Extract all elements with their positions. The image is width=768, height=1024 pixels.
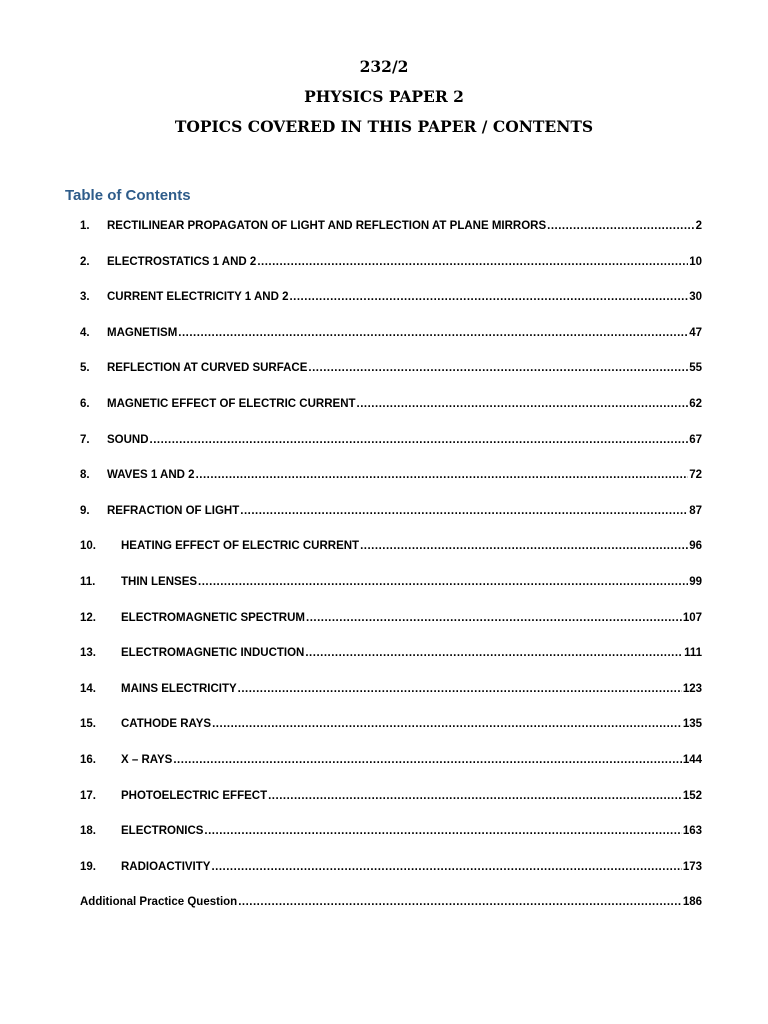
toc-entry-page[interactable]: 152 [682,789,702,802]
toc-entry-page[interactable]: 47 [689,326,702,339]
paper-subject: PHYSICS PAPER 2 [304,87,464,106]
toc-entry[interactable] [80,322,702,358]
toc-list [80,215,702,927]
toc-entry-page[interactable]: 99 [689,575,702,588]
toc-entry-leader [238,678,682,700]
toc-entry-number: 15. [80,718,96,731]
toc-entry-leader [357,393,689,415]
toc-entry-number: 8. [80,469,90,482]
toc-entry-title[interactable]: THIN LENSES [121,575,198,588]
toc-entry-title[interactable]: RECTILINEAR PROPAGATON OF LIGHT AND REFLECTION AT PLANE MIRRORS [107,220,547,232]
toc-entry-page[interactable]: 62 [689,397,702,410]
paper-code: 232/2 [359,57,409,76]
toc-entry-page[interactable]: 10 [689,255,702,268]
toc-entry-number: 5. [80,362,90,375]
toc-entry-page[interactable]: 123 [682,682,702,695]
toc-entry-leader [212,713,682,735]
toc-entry-page[interactable]: 30 [689,291,702,304]
toc-entry-leader [240,500,688,522]
toc-entry-leader [257,251,688,273]
toc-entry[interactable] [80,856,702,892]
toc-entry-leader [173,749,681,771]
toc-entry-page[interactable]: 163 [682,825,702,838]
toc-entry-title[interactable]: ELECTROMAGNETIC INDUCTION [121,647,305,660]
toc-entry-page[interactable]: 144 [682,753,702,766]
toc-entry-number: 17. [80,789,96,802]
toc-entry-title[interactable]: WAVES 1 AND 2 [107,469,195,482]
toc-entry-title[interactable]: MAINS ELECTRICITY [121,682,237,695]
toc-entry-page[interactable]: 96 [689,540,702,553]
toc-entry-leader [305,642,683,664]
toc-entry-leader [211,856,681,878]
toc-entry[interactable] [80,500,702,536]
toc-entry-title[interactable]: MAGNETIC EFFECT OF ELECTRIC CURRENT [107,397,356,410]
toc-entry-title[interactable]: HEATING EFFECT OF ELECTRIC CURRENT [121,540,360,553]
toc-entry[interactable] [80,678,702,714]
toc-entry[interactable] [80,251,702,287]
toc-entry-leader [178,322,688,344]
toc-entry[interactable] [80,357,702,393]
toc-entry-title[interactable]: PHOTOELECTRIC EFFECT [121,789,268,802]
toc-entry-page[interactable]: 186 [682,896,702,909]
toc-entry-page[interactable]: 55 [689,362,702,375]
toc-entry-number: 7. [80,433,90,446]
toc-entry-title[interactable]: REFLECTION AT CURVED SURFACE [107,362,308,375]
toc-entry-number: 12. [80,611,96,624]
toc-entry-title[interactable]: SOUND [107,433,149,446]
toc-entry-page[interactable]: 87 [689,504,702,517]
toc-entry[interactable] [80,571,702,607]
toc-entry-page[interactable]: 111 [684,647,702,660]
toc-entry-number: 1. [80,220,90,232]
toc-entry-number: 4. [80,326,90,339]
toc-entry-title[interactable]: ELECTRONICS [121,825,204,838]
toc-entry-title[interactable]: ELECTROMAGNETIC SPECTRUM [121,611,305,624]
toc-entry-number: 3. [80,291,90,304]
toc-entry[interactable] [80,749,702,785]
toc-entry-number: 10. [80,540,96,553]
toc-entry-page[interactable]: 67 [689,433,702,446]
toc-entry-page[interactable]: 72 [689,469,702,482]
toc-entry[interactable] [80,820,702,856]
toc-entry-number: 9. [80,504,90,517]
toc-entry-number: 11. [80,575,96,588]
toc-entry-page[interactable]: 173 [682,860,702,873]
toc-entry-leader [360,535,688,557]
toc-entry-title[interactable]: REFRACTION OF LIGHT [107,504,240,517]
toc-entry-leader [196,464,689,486]
toc-heading: Table of Contents [65,187,191,204]
toc-entry-number: 14. [80,682,96,695]
toc-entry-page[interactable]: 107 [682,611,702,624]
toc-entry[interactable] [80,393,702,429]
paper-subtitle: TOPICS COVERED IN THIS PAPER / CONTENTS [174,117,594,136]
toc-entry-leader [150,429,689,451]
toc-entry[interactable] [80,429,702,465]
toc-entry-number: 16. [80,753,96,766]
toc-entry[interactable] [80,464,702,500]
toc-entry[interactable] [80,642,702,678]
toc-entry-leader [198,571,688,593]
toc-entry-page[interactable]: 135 [682,718,702,731]
toc-entry-title[interactable]: CURRENT ELECTRICITY 1 AND 2 [107,291,289,304]
toc-entry-additional[interactable] [80,891,702,927]
toc-entry-leader [306,607,682,629]
toc-entry-leader [204,820,681,842]
toc-entry[interactable] [80,286,702,322]
toc-entry-title[interactable]: X – RAYS [121,753,173,766]
toc-entry[interactable] [80,713,702,749]
toc-entry-title[interactable]: RADIOACTIVITY [121,860,211,873]
toc-entry-title[interactable]: CATHODE RAYS [121,718,212,731]
toc-entry-leader [238,891,682,913]
toc-entry-number: 19. [80,860,96,873]
toc-entry-leader [308,357,688,379]
toc-entry-number: 2. [80,255,90,268]
toc-entry[interactable] [80,215,702,251]
toc-entry-title[interactable]: Additional Practice Question [80,896,238,909]
toc-entry-leader [289,286,688,308]
toc-entry[interactable] [80,607,702,643]
toc-entry-page[interactable]: 2 [695,220,702,232]
toc-entry[interactable] [80,535,702,571]
toc-entry-number: 13. [80,647,96,660]
toc-entry[interactable] [80,785,702,821]
toc-entry-leader [268,785,682,807]
toc-entry-title[interactable]: ELECTROSTATICS 1 AND 2 [107,255,257,268]
toc-entry-number: 6. [80,397,90,410]
toc-entry-number: 18. [80,825,96,838]
toc-entry-leader [547,215,694,237]
toc-entry-title[interactable]: MAGNETISM [107,326,178,339]
